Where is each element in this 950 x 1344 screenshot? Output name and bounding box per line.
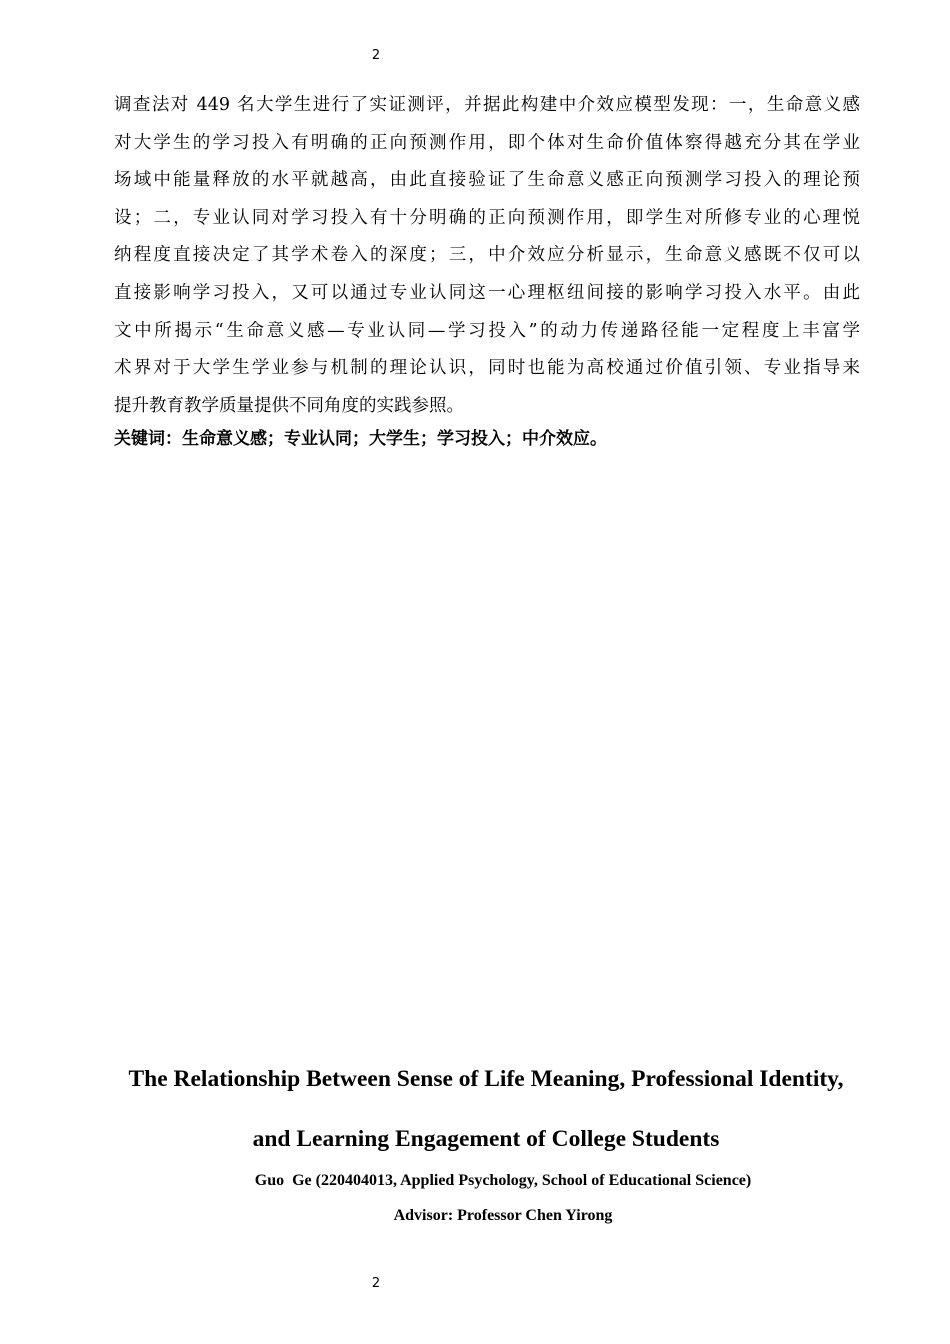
abstract-line: 场域中能量释放的水平就越高，由此直接验证了生命意义感正向预测学习投入的理论预	[114, 170, 860, 191]
abstract-line: 纳程度直接决定了其学术卷入的深度；三，中介效应分析显示，生命意义感既不仅可以	[114, 245, 860, 266]
keywords: 关键词：生命意义感；专业认同；大学生；学习投入；中介效应。	[114, 429, 607, 449]
page-number-bottom: 2	[371, 1276, 381, 1291]
abstract-line: 对大学生的学习投入有明确的正向预测作用，即个体对生命价值体察得越充分其在学业	[114, 132, 860, 153]
page-number-top: 2	[371, 48, 381, 63]
abstract-line: 直接影响学习投入，又可以通过专业认同这一心理枢纽间接的影响学习投入水平。由此	[114, 282, 860, 303]
abstract-line: 术界对于大学生学业参与机制的理论认识，同时也能为高校通过价值引领、专业指导来	[114, 358, 860, 379]
abstract-line: 调查法对 449 名大学生进行了实证测评，并据此构建中介效应模型发现：一，生命意义感	[114, 95, 860, 115]
english-author: Guo Ge (220404013, Applied Psychology, School of Educational Science)	[254, 1172, 752, 1189]
abstract-line: 设；二，专业认同对学习投入有十分明确的正向预测作用，即学生对所修专业的心理悦	[114, 207, 860, 228]
abstract-line: 提升教育教学质量提供不同角度的实践参照。	[114, 395, 464, 416]
abstract-line: 文中所揭示“生命意义感—专业认同—学习投入”的动力传递路径能一定程度上丰富学	[114, 320, 860, 341]
english-title-line-1: The Relationship Between Sense of Life Meaning, Professional Identity,	[128, 1066, 844, 1092]
english-title-line-2: and Learning Engagement of College Students	[252, 1126, 720, 1152]
abstract-body	[114, 87, 860, 425]
english-advisor: Advisor: Professor Chen Yirong	[393, 1207, 613, 1224]
